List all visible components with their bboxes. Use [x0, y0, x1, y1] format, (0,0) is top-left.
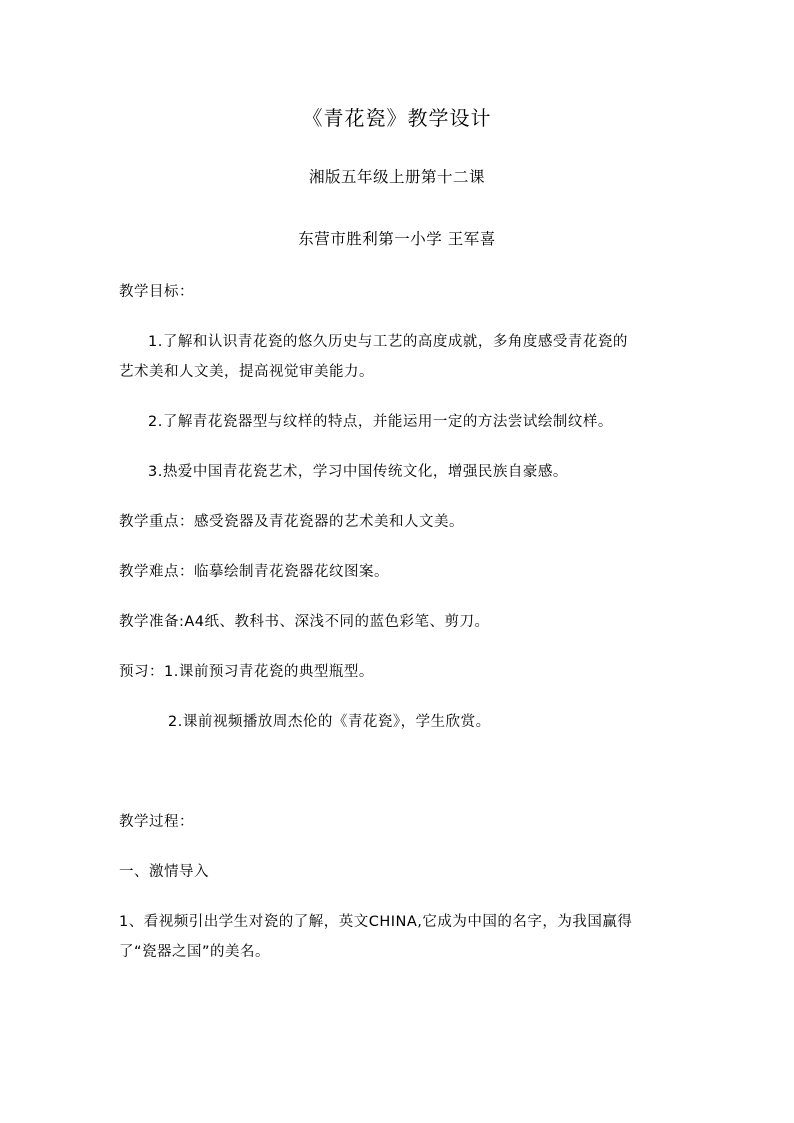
section-1-heading: 一、激情导入 [119, 864, 209, 880]
document-subtitle: 湘版五年级上册第十二课 [308, 168, 485, 186]
key-point: 教学重点：感受瓷器及青花瓷器的艺术美和人文美。 [119, 514, 464, 530]
objective-3: 3.热爱中国青花瓷艺术，学习中国传统文化，增强民族自豪感。 [148, 464, 568, 480]
objective-1-line-1: 1.了解和认识青花瓷的悠久历史与工艺的高度成就，多角度感受青花瓷的 [148, 334, 628, 350]
preparation: 教学准备:A4纸、教科书、深浅不同的蓝色彩笔、剪刀。 [119, 614, 490, 630]
preview-item-2: 2.课前视频播放周杰伦的《青花瓷》，学生欣赏。 [168, 714, 491, 730]
document-title: 《青花瓷》教学设计 [302, 106, 492, 130]
preview-item-1: 预习：1.课前预习青花瓷的典型瓶型。 [119, 664, 374, 680]
process-heading: 教学过程： [119, 814, 194, 830]
section-1-item-1-line-2: 了“瓷器之国”的美名。 [119, 944, 271, 960]
difficulty: 教学难点：临摹绘制青花瓷器花纹图案。 [119, 564, 389, 580]
author-line: 东营市胜利第一小学 王军喜 [298, 230, 496, 248]
section-1-item-1-line-1: 1、看视频引出学生对瓷的了解，英文CHINA,它成为中国的名字，为我国赢得 [119, 914, 633, 930]
objective-1-line-2: 艺术美和人文美，提高视觉审美能力。 [119, 364, 374, 380]
objective-2: 2.了解青花瓷器型与纹样的特点，并能运用一定的方法尝试绘制纹样。 [148, 414, 613, 430]
objectives-heading: 教学目标： [119, 284, 194, 300]
